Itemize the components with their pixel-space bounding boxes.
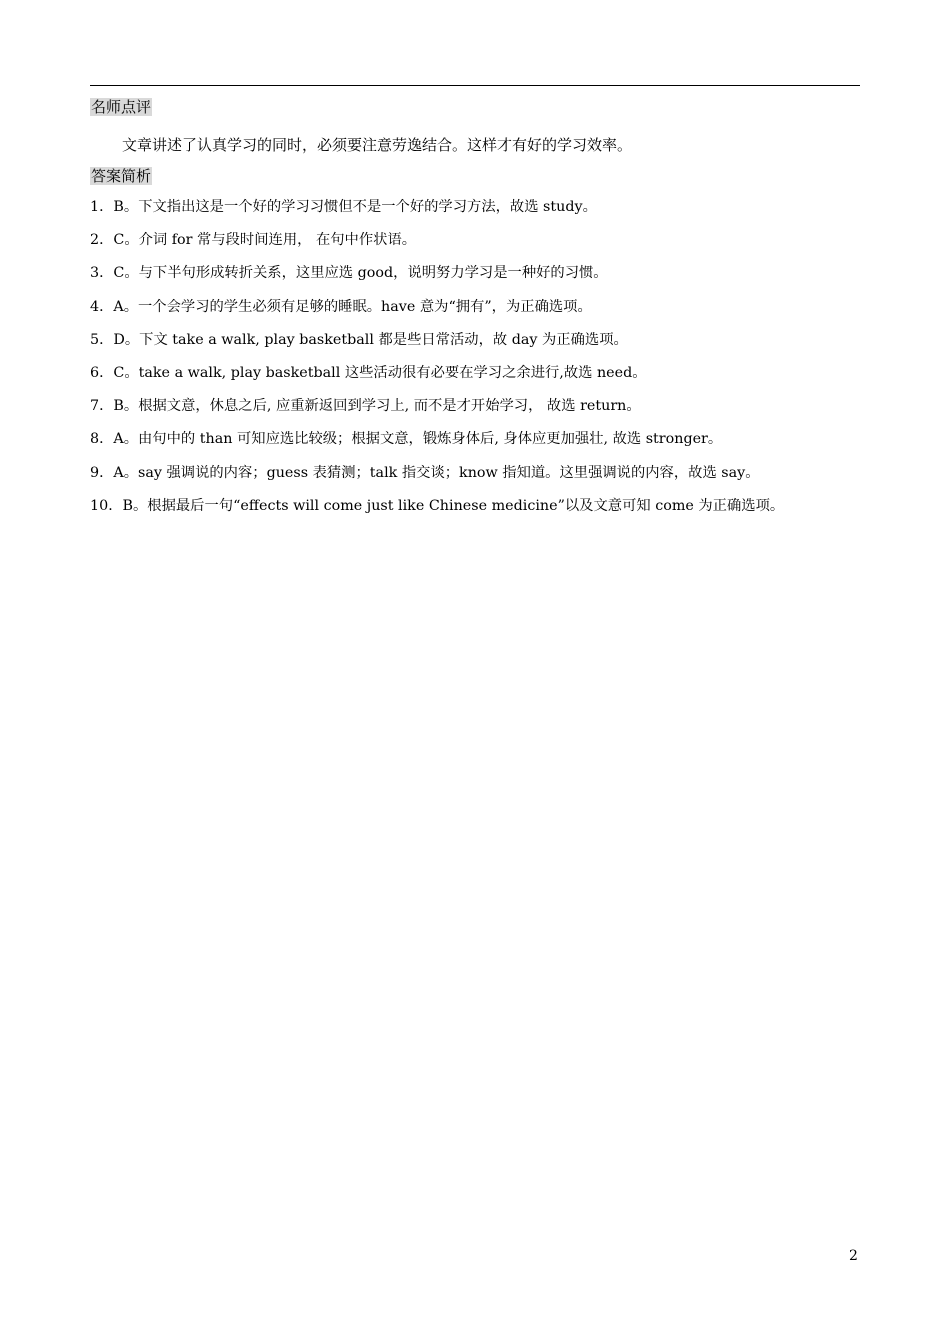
teacher-comment-text: 文章讲述了认真学习的同时，必须要注意劳逸结合。这样才有好的学习效率。 [122,136,633,154]
answer-item-7: 7．B。根据文意，休息之后, 应重新返回到学习上, 而不是才开始学习， 故选 return。 [90,398,641,415]
answer-item-8: 8．A。由句中的 than 可知应选比较级；根据文意，锻炼身体后, 身体应更加强壮, 故选 stronger。 [90,431,723,448]
answer-item-9: 9．A。say 强调说的内容；guess 表猜测；talk 指交谈；know 指知道。这里强调说的内容，故选 say。 [90,464,760,481]
answer-item-4: 4．A。一个会学习的学生必须有足够的睡眠。have 意为“拥有”，为正确选项。 [90,298,592,315]
page-number: 2 [849,1248,858,1264]
answer-item-1: 1．B。下文指出这是一个好的学习习惯但不是一个好的学习方法，故选 study。 [90,199,597,215]
answer-item-10: 10．B。根据最后一句“effects will come just like Chinese medicine”以及文意可知 come 为正确选项。 [90,497,785,514]
answer-item-3: 3．C。与下半句形成转折关系，这里应选 good，说明努力学习是一种好的习惯。 [90,265,608,282]
page-content [90,96,862,533]
answer-list [90,195,862,524]
answer-item-2: 2．C。介词 for 常与段时间连用， 在句中作状语。 [90,232,417,249]
header-rule [90,85,860,86]
teacher-comment-heading: 名师点评 [91,98,152,116]
answer-analysis-heading: 答案简析 [91,167,152,185]
answer-item-6: 6．C。take a walk, play basketball 这些活动很有必要在学习之余进行,故选 need。 [90,364,647,381]
answer-item-5: 5．D。下文 take a walk, play basketball 都是些日常活动，故 day 为正确选项。 [90,331,628,348]
